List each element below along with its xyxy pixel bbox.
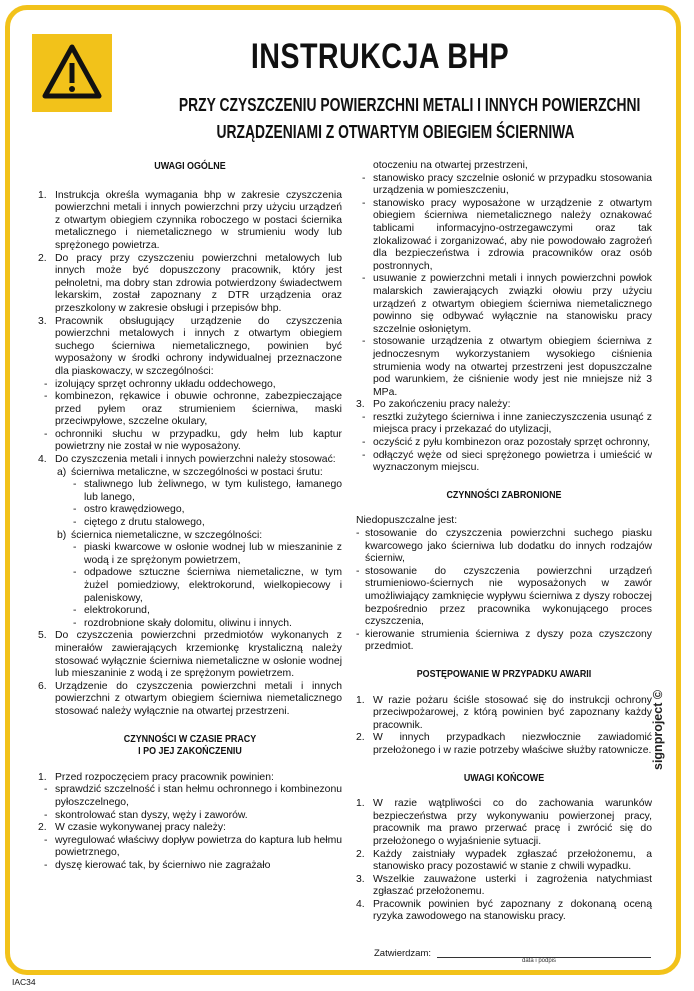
page-subtitle xyxy=(110,92,680,146)
section-intro: Niedopuszczalne jest: xyxy=(356,515,458,527)
list-subitem: - skontrolować stan dyszy, węży i zaworów. xyxy=(38,810,342,823)
list-subitem: - oczyścić z pyłu kombinezon oraz pozostały sprzęt ochronny, xyxy=(356,437,652,450)
approve-label: Zatwierdzam: xyxy=(374,948,432,959)
list-subitem: - odłączyć węże od sieci sprężonego powietrza i umieścić w wyznaczonym miejscu. xyxy=(356,450,652,475)
list-subitem: - ochronniki słuchu w przypadku, gdy hełm lub kaptur powietrzny nie został w nie wyposażony. xyxy=(38,429,342,454)
list-item: 3. Po zakończeniu pracy należy: xyxy=(356,399,511,411)
list-subitem: b) ściernica niemetaliczne, w szczególności: xyxy=(57,529,263,541)
subtitle-line-2: URZĄDZENIAMI Z OTWARTYM OBIEGIEM ŚCIERNIWA xyxy=(215,122,575,142)
list-subitem: - staliwnego lub żeliwnego, w tym kulistego, łamanego lub lanego, xyxy=(67,479,342,504)
list-subitem: a) ścierniwa metaliczne, w szczególności w postaci śrutu: xyxy=(57,466,323,478)
product-code: IAC34 xyxy=(12,977,36,987)
list-item: 1. Instrukcja określa wymagania bhp w zakresie czyszczenia powierzchni metali i innych powierzchni przy użyciu urządzeń z otwartym obiegiem czynnika roboczego w postaci ściernika metalicznego i niemetalicznego w strumieniu wody lub sprężonego powietrza. xyxy=(38,189,342,251)
page-title: INSTRUKCJA BHP xyxy=(250,37,510,76)
list-item: 3. Wszelkie zauważone usterki i zagrożenia natychmiast zgłaszać przełożonemu. xyxy=(356,873,652,898)
list-item: 2. W innych przypadkach niezwłocznie zawiadomić przełożonego i w razie potrzeby właściwe służby ratownicze. xyxy=(356,732,652,756)
list-subitem: - ostro krawędziowego, xyxy=(67,504,342,517)
list-subitem: - sprawdzić szczelność i stan hełmu ochronnego i kombinezonu pyłoszczelnego, xyxy=(38,784,342,809)
brand-logo: signproject © xyxy=(651,689,665,770)
section-title-emergency: POSTĘPOWANIE W PRZYPADKU AWARII xyxy=(416,667,592,680)
list-subitem: - stosowanie do czyszczenia powierzchni suchego piasku kwarcowego jako ścierniwa lub dodatku do innych rodzajów ścierniw, xyxy=(356,528,652,566)
subtitle-line-1: PRZY CZYSZCZENIU POWIERZCHNI METALI I INNYCH POWIERZCHNI xyxy=(178,95,641,115)
list-subitem: - piaski kwarcowe w osłonie wodnej lub w mieszaninie z wodą i ze sprężonym powietrzem, xyxy=(67,542,342,567)
list-item: 6. Urządzenie do czyszczenia powierzchni metali i innych powierzchni z otwartym obiegiem ścierniwa niemetalicznego stosować należy wyłącznie na otwartej przestrzeni. xyxy=(38,680,342,717)
list-subitem: - kierowanie strumienia ścierniwa z dyszy poza czyszczony przedmiot. xyxy=(356,629,652,654)
list-item: 1. W razie pożaru ściśle stosować się do instrukcji ochrony przeciwpożarowej, z którą powinien być zapoznany każdy pracownik. xyxy=(356,694,652,731)
list-subitem: - stosowanie do czyszczenia powierzchni urządzeń strumieniowo-ściernych nie wyposażonych w zawór umożliwiający zamknięcie wypływu ścierniwa z dyszy roboczej bezpośrednio przez pracownika wykonującego proces czyszczenia, xyxy=(356,566,652,629)
list-subitem: - odpadowe sztuczne ścierniwa niemetaliczne, w tym żużel pomiedziowy, elektrokorund, wielkopiecowy i paleniskowy, xyxy=(67,567,342,605)
list-subitem: - elektrokorund, xyxy=(67,605,342,618)
list-item: 2. Do pracy przy czyszczeniu powierzchni metalowych lub innych może być dopuszczony pracownik, który jest pełnoletni, ma dobry stan zdrowia potwierdzony świadectwem lekarskim, został zapoznany z DTR urządzenia oraz przeszkolony w zakresie obsługi i przepisów bhp. xyxy=(38,252,342,314)
list-item: 1. W razie wątpliwości co do zachowania warunków bezpieczeństwa przy wykonywaniu powierzonej pracy, pracownik ma prawo przerwać pracę i zwrócić się do przełożonego o wyjaśnienie sytuacji. xyxy=(356,798,652,847)
left-column xyxy=(38,160,342,872)
date-sign-label: data i podpis xyxy=(522,958,557,964)
warning-triangle-icon xyxy=(42,43,102,101)
list-subitem: - rozdrobnione skały dolomitu, oliwinu i innych. xyxy=(67,618,342,631)
section-title-work: CZYNNOŚCI W CZASIE PRACY I PO JEJ ZAKOŃCZENIU xyxy=(123,732,257,758)
list-item: 4. Pracownik powinien być zapoznany z dokonaną oceną ryzyka zawodowego na stanowisku pracy. xyxy=(356,898,652,923)
section-title-final: UWAGI KOŃCOWE xyxy=(463,771,545,784)
list-subitem: - ciętego z drutu stalowego, xyxy=(67,517,342,530)
list-item: 1. Przed rozpoczęciem pracy pracownik powinien: xyxy=(38,771,274,783)
list-subitem: - kombinezon, rękawice i obuwie ochronne, zabezpieczające przed pyłem oraz strumieniem ścierniwa, maski przeciwpyłowe, szczelne okulary, xyxy=(38,391,342,429)
list-subitem: - usuwanie z powierzchni metali i innych powierzchni powłok malarskich zawierających związki ołowiu przy użyciu urządzeń z otwartym obiegiem ścierniwa niemetalicznego powinno się odbywać wyłącznie na stanowisku pracy szczelnie osłoniętym. xyxy=(356,273,652,336)
list-item: 5. Do czyszczenia powierzchni przedmiotów wykonanych z minerałów zawierających krzemionkę krystaliczną należy stosować wyłącznie ścierniwa niemetaliczne w osłonie wodnej lub mieszaninie z wodą i ze sprężonym powietrzem. xyxy=(38,630,342,680)
section-title-general: UWAGI OGÓLNE xyxy=(154,160,226,172)
list-subitem: - wyregulować właściwy dopływ powietrza do kaptura lub hełmu powietrznego, xyxy=(38,835,342,860)
list-item: 4. Do czyszczenia metali i innych powierzchni należy stosować: xyxy=(38,454,336,466)
section-title-forbidden: CZYNNOŚCI ZABRONIONE xyxy=(446,488,562,501)
list-item: 2. Każdy zaistniały wypadek zgłaszać przełożonemu, a stanowisko pracy pozostawić w stanie z chwili wypadku. xyxy=(356,848,652,873)
list-item: 3. Pracownik obsługujący urządzenie do czyszczenia powierzchni metalowych i innych z otwartym obiegiem suchego ścierniwa niemetalicznego, powinien być wyposażony w środki ochrony indywidualnej przeznaczone dla piaskowaczy, w szczególności: xyxy=(38,315,342,377)
list-subitem: - stanowisko pracy wyposażone w urządzenie z otwartym obiegiem ścierniwa niemetalicznego należy oznakować tablicami informacyjno-ostrzegawczymi oraz tak zlokalizować i zorganizować, aby nie powodowało zagrożeń dla bezpieczeństwa i zdrowia pracowników oraz osób postronnych, xyxy=(356,198,652,274)
list-subitem: - stosowanie urządzenia z otwartym obiegiem ścierniwa z jednoczesnym wykorzystaniem wysokiego ciśnienia strumienia wody na otwartej przestrzeni jest dopuszczalne pod warunkiem, że ciśnienie wody jest nie mniejsze niż 3 MPa. xyxy=(356,336,652,399)
list-subitem: - izolujący sprzęt ochronny układu oddechowego, xyxy=(38,379,342,392)
list-subitem: - stanowisko pracy szczelnie osłonić w przypadku stosowania urządzenia w pomieszczeniu, xyxy=(356,173,652,198)
list-subitem: - dyszę kierować tak, by ścierniwo nie zagrażało xyxy=(38,860,342,873)
list-subitem: - resztki zużytego ścierniwa i inne zanieczyszczenia usunąć z miejsca pracy i przekazać do utylizacji, xyxy=(356,412,652,437)
right-column xyxy=(356,160,652,924)
list-item: 2. W czasie wykonywanej pracy należy: xyxy=(38,822,226,834)
list-continuation: otoczeniu na otwartej przestrzeni, xyxy=(373,160,528,171)
warning-box xyxy=(32,34,112,112)
